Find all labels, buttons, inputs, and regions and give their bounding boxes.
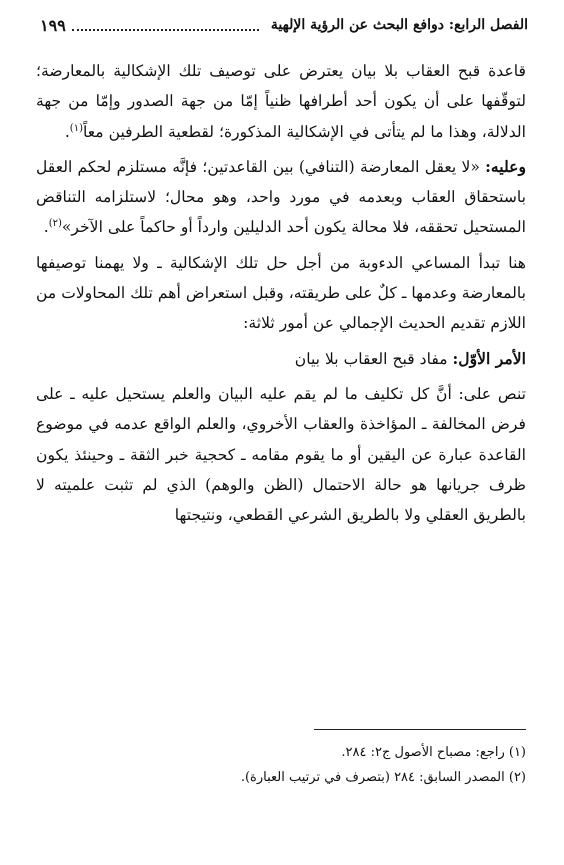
running-header xyxy=(40,14,528,36)
footnote-1: (١) راجع: مصباح الأصول ج٢: ٢٨٤. xyxy=(341,745,526,760)
section-heading-label: الأمر الأوّل: xyxy=(452,348,526,368)
chapter-title: الفصل الرابع: دوافع البحث عن الرؤية الإلهية xyxy=(270,17,528,33)
paragraph-4: تنص على: أنَّ كل تكليف ما لم يقم عليه البيان والعلم يستحيل عليه ـ على فرض المخالفة ـ المؤاخذة والعقاب الأخروي، والعلم الواقع عدمه في موضوع القاعدة عبارة عن اليقين أو ما يقوم مقامه ـ كحجية خبر الثقة ـ وحينئذ يكون ظرف جريانها هو حالة الاحتمال (الظن والوهم) الذي لم تثبت علميته لا بالطريق العقلي ولا بالطريق الشرعي القطعي، ونتيجتها xyxy=(36,384,526,525)
footnote-ref-2[interactable]: (٢) xyxy=(48,218,62,230)
footnote-2: (٢) المصدر السابق: ٢٨٤ (بتصرف في ترتيب العبارة). xyxy=(240,770,526,785)
section-heading-title: مفاد قبح العقاب بلا بيان xyxy=(294,349,453,368)
footnote-separator xyxy=(314,729,526,730)
page-number: ١٩٩ xyxy=(40,15,66,35)
paragraph-2 xyxy=(36,152,526,243)
paragraph-2-text: «لا يعقل المعارضة (التنافي) بين القاعدتين؛ فإنَّه مستلزم لحكم العقل باستحقاق العقاب وبعدمه في مورد واحد، وهو محال؛ لاستلزامه التناقض المستحيل تحققه، فلا محالة يكون أحد الدليلين وارداً أو حاكماً على الآخر» xyxy=(36,157,526,237)
footnotes xyxy=(36,740,526,790)
paragraph-1-text: قاعدة قبح العقاب بلا بيان يعترض على توصيف تلك الإشكالية بالمعارضة؛ لتوقّفها على أن يكون أحد أطرافها ظنياً إمّا من جهة الصدور وإمّا من جهة الدلالة، وهذا ما لم يتأتى في الإشكالية المذكورة؛ لقطعية الطرفين معاً xyxy=(36,62,526,141)
leader-dots xyxy=(72,19,259,31)
paragraph-1 xyxy=(36,56,526,147)
paragraph-2-lead: وعليه: xyxy=(485,156,526,176)
paragraph-3: هنا تبدأ المساعي الدءوبة من أجل حل تلك الإشكالية ـ ولا يهمنا توصيفها بالمعارضة وعدمها ـ كلٌ على طريقته، وقبل استعراض أهم تلك المحاولات من اللازم تقديم الحديث الإجمالي عن أمور ثلاثة: xyxy=(36,253,526,333)
section-heading xyxy=(36,344,526,374)
paragraph-1-end: . xyxy=(64,122,70,141)
footnote-ref-1[interactable]: (١) xyxy=(69,122,83,134)
paragraph-2-end: . xyxy=(43,218,49,237)
body-text xyxy=(36,56,526,535)
